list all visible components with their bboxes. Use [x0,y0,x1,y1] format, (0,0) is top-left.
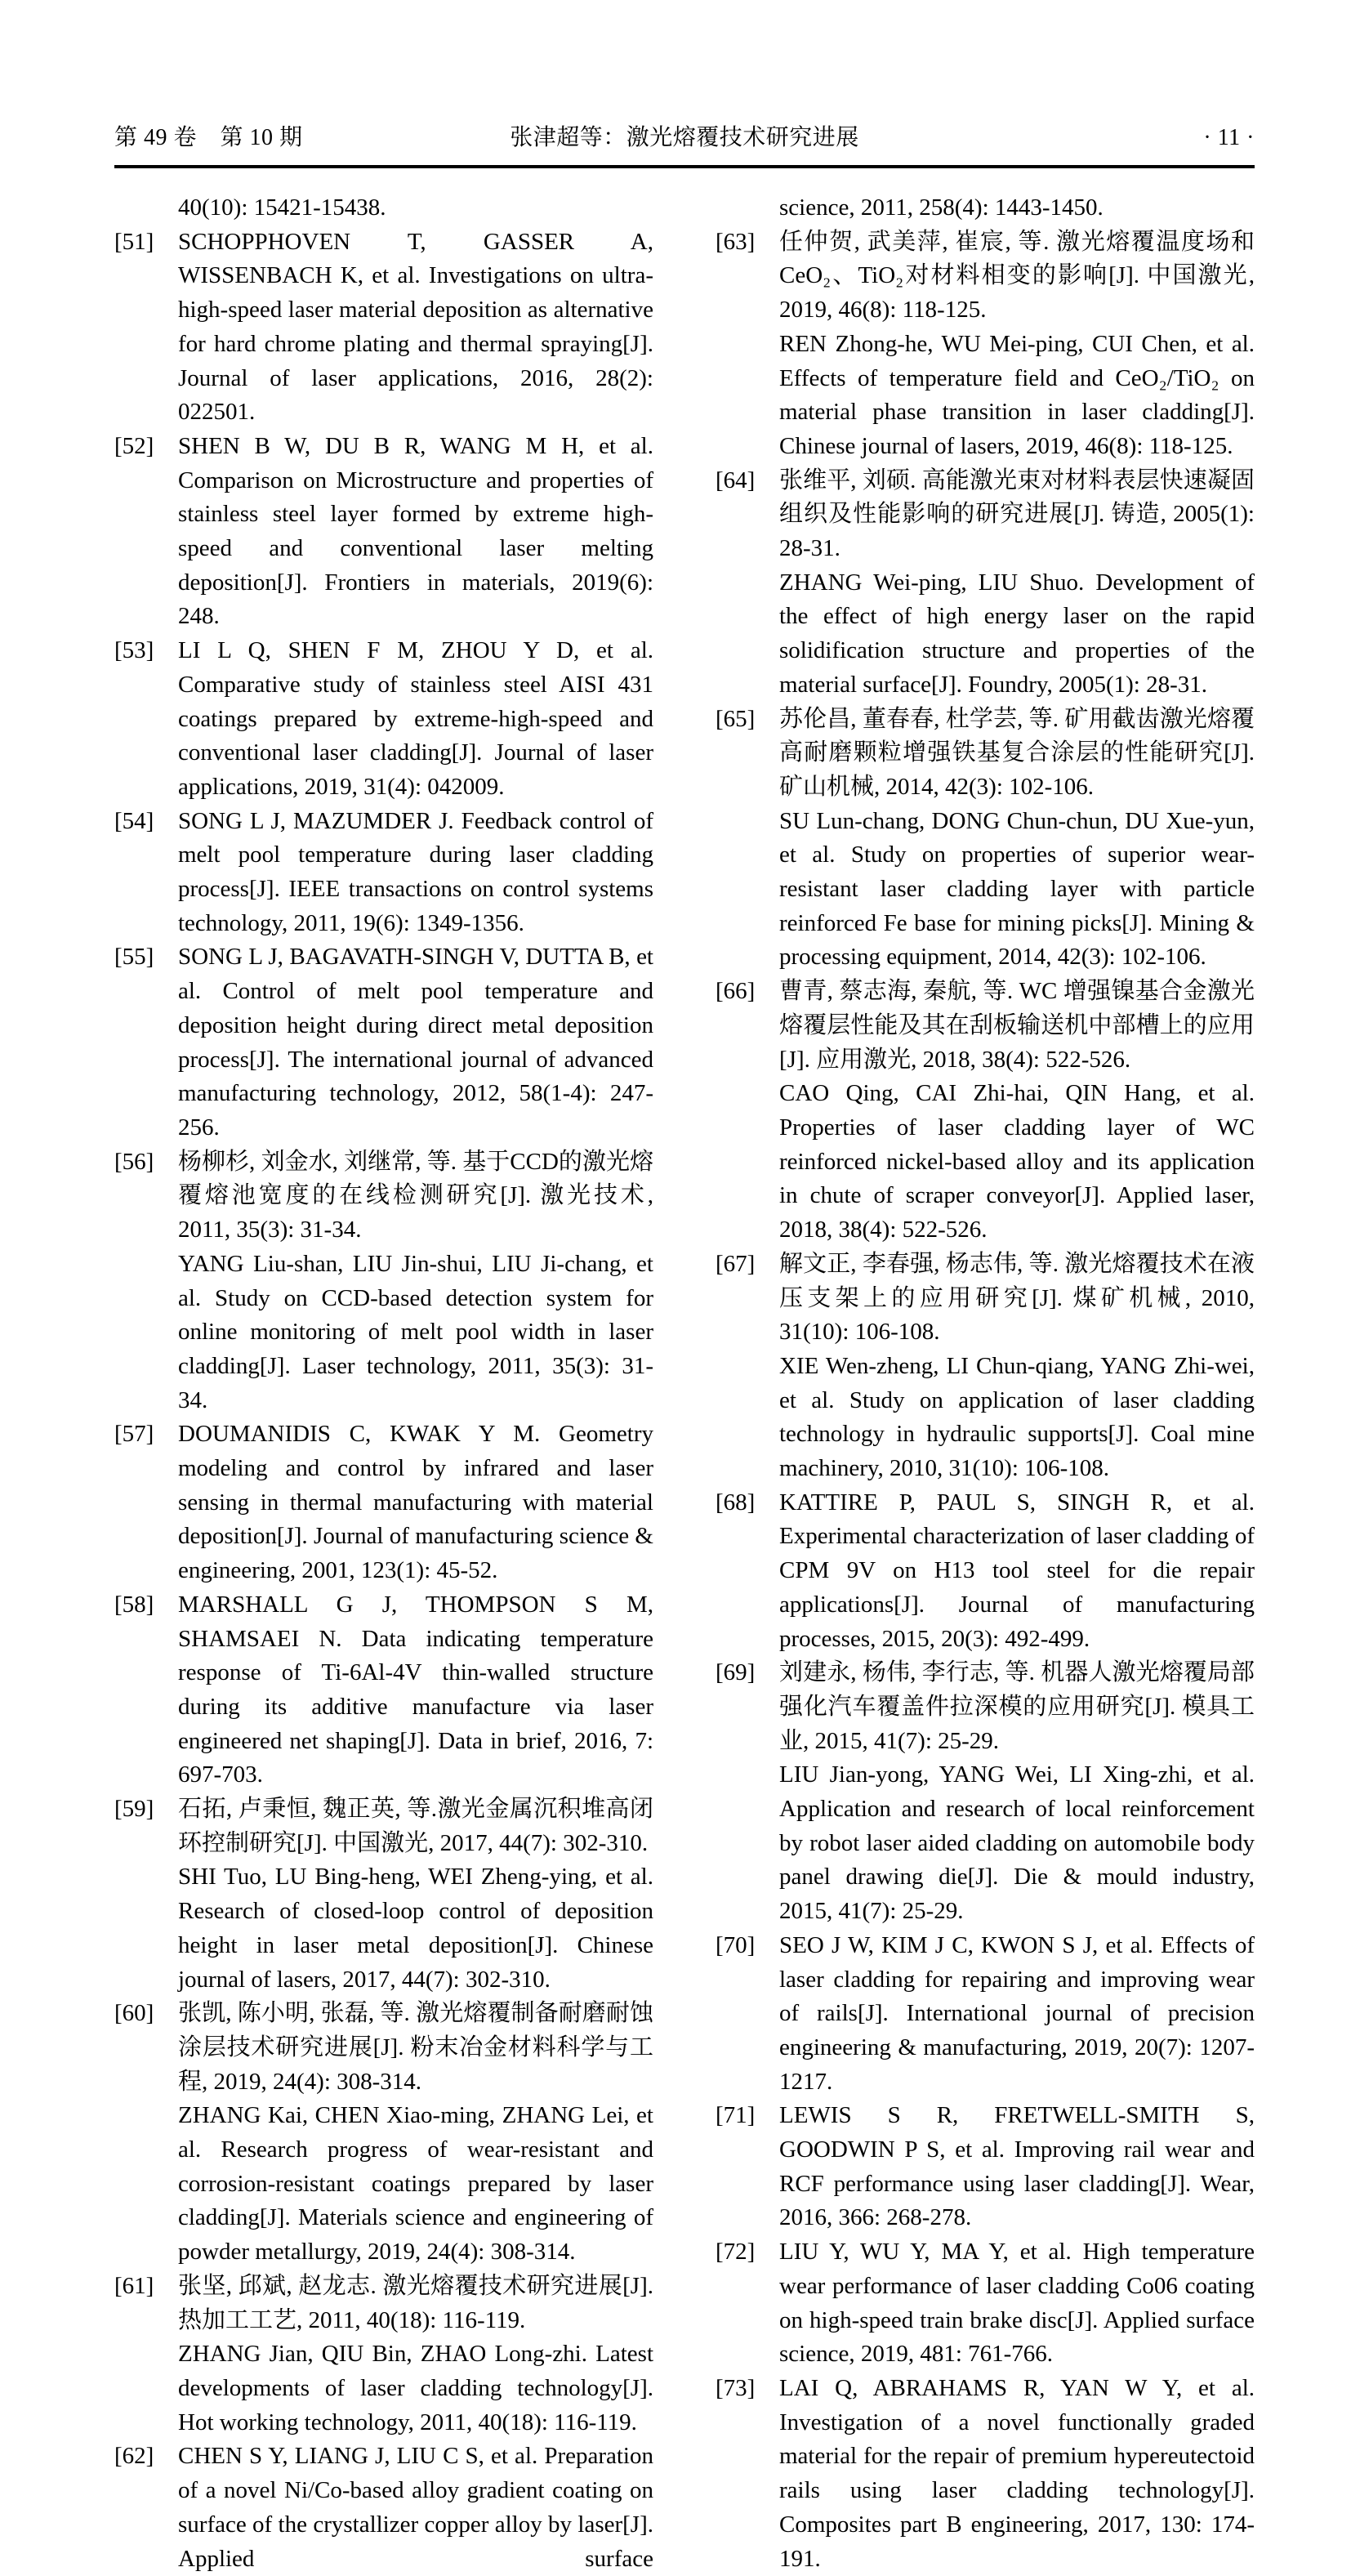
reference-item [114,1997,653,2099]
running-header [114,119,1255,168]
reference-number [114,1248,178,1418]
reference-text: YANG Liu-shan, LIU Jin-shui, LIU Ji-chang, et al. Study on CCD-based detection system for online monitoring of melt pool width in laser cladding[J]. Laser technology, 2011, 35(3): 31-34. [178,1250,653,1413]
reference-text: ZHANG Jian, QIU Bin, ZHAO Long-zhi. Latest developments of laser cladding technology[J]. Hot working technology, 2011, 40(18): 116-119. [178,2341,653,2435]
reference-text: ZHANG Kai, CHEN Xiao-ming, ZHANG Lei, et al. Research progress of wear-resistant and corrosion-resistant coatings prepared by laser cladding[J]. Materials science and engineering of powder metallurgy, 2019, 24(4): 308-314. [178,2102,653,2266]
reference-item [716,1656,1255,1758]
reference-item [716,225,1255,328]
page-number: · 11 · [1203,125,1255,150]
reference-text: 苏伦昌, 董春春, 杜学芸, 等. 矿用截齿激光熔覆高耐磨颗粒增强铁基复合涂层的性能研究[J]. 矿山机械, 2014, 42(3): 102-106. [779,705,1255,800]
reference-number [114,2337,178,2440]
reference-number: [56] [114,1148,154,1175]
reference-item [716,805,1255,975]
reference-item [716,328,1255,464]
reference-number: [70] [716,1931,756,1958]
reference-item [716,1077,1255,1248]
reference-item [114,1248,653,1418]
reference-item [716,1486,1255,1657]
running-title: 张津超等：激光熔覆技术研究进展 [510,125,859,150]
reference-item [716,2235,1255,2372]
reference-number [716,1350,779,1486]
reference-text: 石拓, 卢秉恒, 魏正英, 等.激光金属沉积堆高闭环控制研究[J]. 中国激光, 2017, 44(7): 302-310. [178,1796,653,1856]
reference-item [716,191,1255,225]
reference-text: 张维平, 刘硕. 高能激光束对材料表层快速凝固组织及性能影响的研究进展[J]. 铸造, 2005(1): 28-31. [779,467,1255,562]
reference-text: 40(10): 15421-15438. [178,194,386,221]
reference-item [114,1145,653,1248]
reference-number: [51] [114,228,154,255]
reference-text: LIU Jian-yong, YANG Wei, LI Xing-zhi, et al. Application and research of local reinforcement by robot laser aided cladding on automobile body panel drawing die[J]. Die & mould industry, 2015, 41(7): 25-29. [779,1761,1255,1925]
reference-number [114,191,178,225]
reference-number: [64] [716,467,756,493]
reference-text: SCHOPPHOVEN T, GASSER A, WISSENBACH K, et al. Investigations on ultra-high-speed laser material deposition as alternative for hard chrome plating and thermal spraying[J]. Journal of laser applications, 2016, 28(2): 022501. [178,228,653,426]
reference-item [114,940,653,1145]
reference-number: [57] [114,1421,154,1448]
reference-text: DOUMANIDIS C, KWAK Y M. Geometry modeling and control by infrared and laser sensing in thermal manufacturing with material deposition[J]. Journal of manufacturing science & engineering, 2001, 123(1): 45-52. [178,1421,653,1584]
reference-item [716,703,1255,805]
reference-text: ZHANG Wei-ping, LIU Shuo. Development of the effect of high energy laser on the rapid solidification structure and properties of the material surface[J]. Foundry, 2005(1): 28-31. [779,569,1255,698]
reference-item [114,430,653,634]
reference-text: SONG L J, BAGAVATH-SINGH V, DUTTA B, et al. Control of melt pool temperature and deposition height during direct metal deposition process[J]. The international journal of advanced manufacturing technology, 2012, 58(1-4): 247-256. [178,944,653,1141]
reference-text: MARSHALL G J, THOMPSON S M, SHAMSAEI N. Data indicating temperature response of Ti-6Al-4V thin-walled structure during its additive manufacture via laser engineered net shaping[J]. Data in brief, 2016, 7: 697-703. [178,1591,653,1788]
reference-number: [72] [716,2239,756,2266]
reference-text: XIE Wen-zheng, LI Chun-qiang, YANG Zhi-wei, et al. Study on application of laser cladding technology in hydraulic supports[J]. Coal mine machinery, 2010, 31(10): 106-108. [779,1352,1255,1482]
reference-item [716,566,1255,703]
reference-number: [65] [716,705,756,732]
reference-item [114,1417,653,1588]
reference-text: 杨柳杉, 刘金水, 刘继常, 等. 基于CCD的激光熔覆熔池宽度的在线检测研究[J]. 激光技术, 2011, 35(3): 31-34. [178,1148,653,1243]
reference-number: [58] [114,1591,154,1618]
reference-text: 张凯, 陈小明, 张磊, 等. 激光熔覆制备耐磨耐蚀涂层技术研究进展[J]. 粉末冶金材料科学与工程, 2019, 24(4): 308-314. [178,2000,653,2095]
reference-number: [71] [716,2102,756,2129]
reference-number: [66] [716,978,756,1005]
reference-number: [59] [114,1796,154,1823]
reference-item [114,1792,653,1860]
reference-item [114,1588,653,1792]
reference-text: LEWIS S R, FRETWELL-SMITH S, GOODWIN P S, et al. Improving rail wear and RCF performance using laser cladding[J]. Wear, 2016, 366: 268-278. [779,2102,1255,2231]
reference-number [716,566,779,703]
reference-text: CAO Qing, CAI Zhi-hai, QIN Hang, et al. Properties of laser cladding layer of WC reinforced nickel-based alloy and its application in chute of scraper conveyor[J]. Applied laser, 2018, 38(4): 522-526. [779,1080,1255,1243]
reference-number: [68] [716,1489,756,1516]
reference-text: 曹青, 蔡志海, 秦航, 等. WC 增强镍基合金激光熔覆层性能及其在刮板输送机中部槽上的应用[J]. 应用激光, 2018, 38(4): 522-526. [779,978,1255,1073]
reference-item [114,2337,653,2440]
reference-item [716,2372,1255,2576]
reference-number: [54] [114,807,154,834]
reference-number: [62] [114,2443,154,2470]
reference-text: 解文正, 李春强, 杨志伟, 等. 激光熔覆技术在液压支架上的应用研究[J]. 煤矿机械, 2010, 31(10): 106-108. [779,1250,1255,1346]
reference-text: SU Lun-chang, DONG Chun-chun, DU Xue-yun, et al. Study on properties of superior wear-resistant laser cladding layer with particle reinforced Fe base for mining picks[J]. Mining & processing equipment, 2014, 42(3): 102-106. [779,807,1255,971]
reference-number [716,328,779,464]
reference-item [716,1350,1255,1486]
reference-item [114,1860,653,1997]
reference-text: SEO J W, KIM J C, KWON S J, et al. Effects of laser cladding for repairing and improving wear of rails[J]. International journal of precision engineering & manufacturing, 2019, 20(7): 1207-1217. [779,1931,1255,2095]
reference-item [114,805,653,941]
reference-item [114,191,653,225]
reference-text: LI L Q, SHEN F M, ZHOU Y D, et al. Comparative study of stainless steel AISI 431 coatings prepared by extreme-high-speed and conventional laser cladding[J]. Journal of laser applications, 2019, 31(4): 042009. [178,637,653,800]
references-right-column [716,191,1255,2576]
reference-number: [61] [114,2272,154,2299]
reference-item [114,225,653,430]
reference-text: 刘建永, 杨伟, 李行志, 等. 机器人激光熔覆局部强化汽车覆盖件拉深模的应用研究[J]. 模具工业, 2015, 41(7): 25-29. [779,1659,1255,1754]
reference-number: [60] [114,2000,154,2027]
reference-columns [114,191,1255,2576]
reference-number [716,1077,779,1248]
reference-number: [52] [114,432,154,459]
reference-number [716,1758,779,1929]
reference-item [716,464,1255,566]
reference-item [114,2270,653,2337]
reference-number: [67] [716,1250,756,1277]
reference-number [114,2099,178,2270]
reference-text: KATTIRE P, PAUL S, SINGH R, et al. Experimental characterization of laser cladding of CPM 9V on H13 tool steel for die repair applications[J]. Journal of manufacturing processes, 2015, 20(3): 492-499. [779,1489,1255,1652]
reference-number: [63] [716,228,756,255]
reference-item [716,975,1255,1077]
reference-number: [53] [114,637,154,664]
reference-item [716,1248,1255,1350]
reference-number: [69] [716,1659,756,1686]
reference-number: [73] [716,2375,756,2401]
reference-item [114,634,653,805]
reference-text: 张坚, 邱斌, 赵龙志. 激光熔覆技术研究进展[J]. 热加工工艺, 2011, 40(18): 116-119. [178,2272,653,2333]
reference-item [716,1929,1255,2100]
reference-number [716,191,779,225]
references-left-column [114,191,653,2576]
reference-text: CHEN S Y, LIANG J, LIU C S, et al. Preparation of a novel Ni/Co-based alloy gradient coating on surface of the crystallizer copper alloy by laser[J]. Applied surface [178,2443,653,2572]
reference-number [114,1860,178,1997]
reference-text: LAI Q, ABRAHAMS R, YAN W Y, et al. Investigation of a novel functionally graded material for the repair of premium hypereutectoid rails using laser cladding technology[J]. Composites part B engineering, 2017, 130: 174-191. [779,2375,1255,2572]
volume-issue: 第 49 卷 第 10 期 [114,125,303,150]
reference-text: 任仲贺, 武美萍, 崔宸, 等. 激光熔覆温度场和CeO₂、TiO₂对材料相变的影响[J]. 中国激光, 2019, 46(8): 118-125. [779,228,1255,324]
reference-item [114,2440,653,2576]
reference-item [114,2099,653,2270]
reference-text: SONG L J, MAZUMDER J. Feedback control of melt pool temperature during laser cladding process[J]. IEEE transactions on control systems technology, 2011, 19(6): 1349-1356. [178,807,653,936]
reference-text: REN Zhong-he, WU Mei-ping, CUI Chen, et al. Effects of temperature field and CeO₂/TiO₂ on material phase transition in laser cladding[J]. Chinese journal of lasers, 2019, 46(8): 118-125. [779,330,1255,459]
reference-text: SHEN B W, DU B R, WANG M H, et al. Comparison on Microstructure and properties of stainless steel layer formed by extreme high-speed and conventional laser melting deposition[J]. Frontiers in materials, 2019(6): 248. [178,432,653,630]
reference-text: SHI Tuo, LU Bing-heng, WEI Zheng-ying, et al. Research of closed-loop control of deposition height in laser metal deposition[J]. Chinese journal of lasers, 2017, 44(7): 302-310. [178,1864,653,1993]
reference-number: [55] [114,944,154,971]
reference-number [716,805,779,975]
reference-text: science, 2011, 258(4): 1443-1450. [779,194,1104,221]
reference-item [716,2099,1255,2235]
reference-text: LIU Y, WU Y, MA Y, et al. High temperature wear performance of laser cladding Co06 coating on high-speed train brake disc[J]. Applied surface science, 2019, 481: 761-766. [779,2239,1255,2368]
reference-item [716,1758,1255,1929]
